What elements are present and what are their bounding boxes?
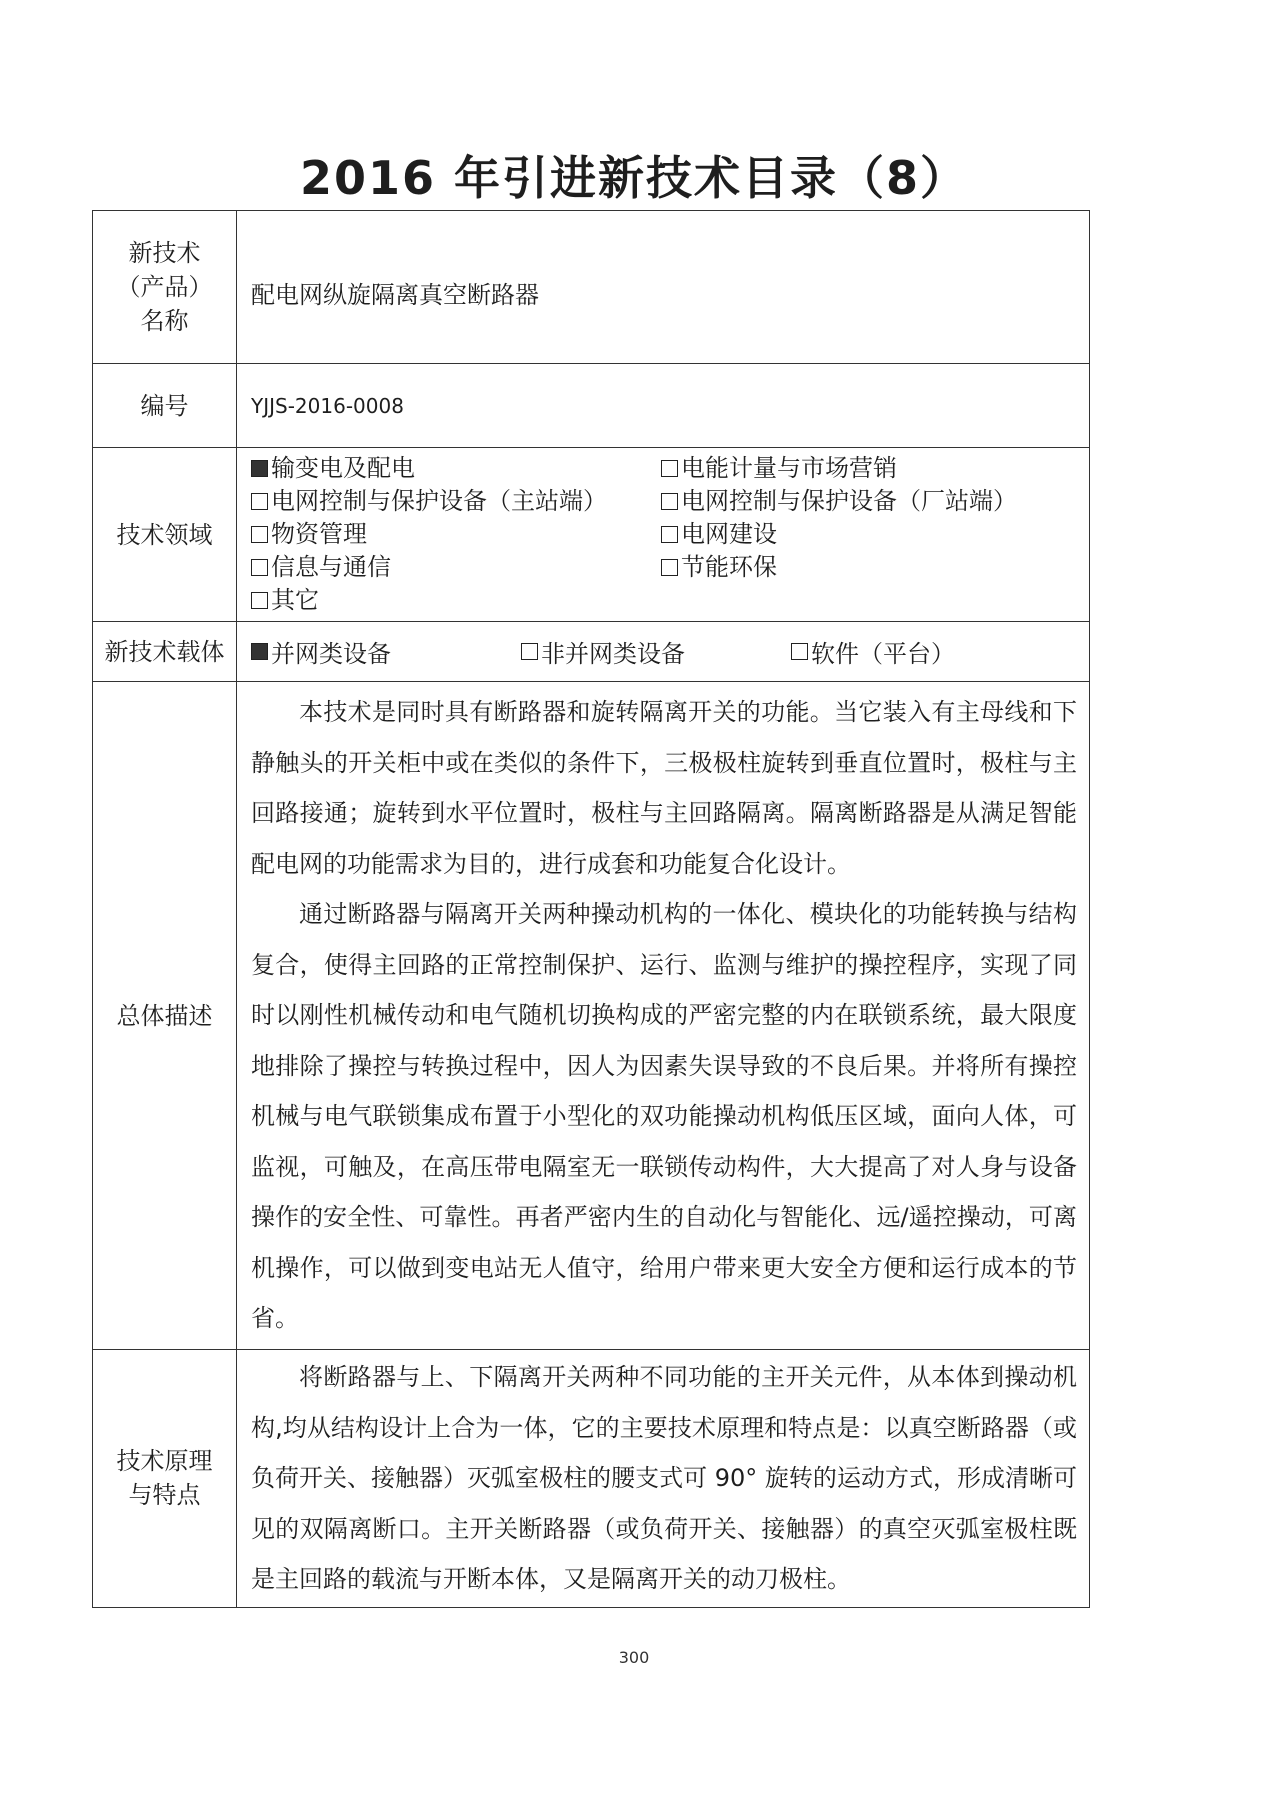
unchecked-box-icon[interactable] [521, 643, 538, 660]
checkbox-label: 其它 [271, 586, 319, 614]
checkbox-label: 电能计量与市场营销 [681, 454, 897, 482]
unchecked-box-icon[interactable] [661, 559, 678, 576]
page-title: 2016 年引进新技术目录（8） [299, 151, 969, 205]
principle-body [237, 1350, 1090, 1608]
unchecked-box-icon[interactable] [661, 493, 678, 510]
checkbox-option[interactable] [251, 452, 661, 485]
row-carrier [93, 622, 1090, 682]
row-principle [93, 1350, 1090, 1608]
checkbox-option[interactable] [661, 518, 1061, 551]
field-label: 技术领域 [93, 448, 237, 622]
row-name [93, 211, 1090, 364]
checkbox-label: 电网建设 [681, 520, 777, 548]
name-label [93, 211, 237, 364]
code-label: 编号 [93, 364, 237, 448]
checkbox-option[interactable] [521, 634, 791, 669]
field-options [237, 448, 1090, 622]
checkbox-option[interactable] [661, 485, 1061, 518]
name-value: 配电网纵旋隔离真空断路器 [237, 211, 1090, 364]
checkbox-option[interactable] [251, 634, 521, 669]
unchecked-box-icon[interactable] [661, 526, 678, 543]
description-body [237, 682, 1090, 1350]
checkbox-option[interactable] [661, 551, 1061, 584]
checkbox-label: 信息与通信 [271, 553, 391, 581]
row-description [93, 682, 1090, 1350]
checkbox-option[interactable] [791, 634, 955, 669]
checkbox-option[interactable] [661, 452, 1061, 485]
principle-label [93, 1350, 237, 1608]
code-value: YJJS-2016-0008 [237, 364, 1090, 448]
checkbox-label: 非并网类设备 [541, 640, 685, 668]
unchecked-box-icon[interactable] [251, 493, 268, 510]
row-field [93, 448, 1090, 622]
unchecked-box-icon[interactable] [661, 460, 678, 477]
carrier-label: 新技术载体 [93, 622, 237, 682]
carrier-options [237, 622, 1090, 682]
checkbox-option[interactable] [251, 518, 661, 551]
checkbox-option[interactable] [251, 584, 661, 617]
name-label-line: （产品） [116, 273, 213, 301]
unchecked-box-icon[interactable] [251, 526, 268, 543]
checked-box-icon[interactable] [251, 643, 268, 660]
checkbox-label: 电网控制与保护设备（主站端） [271, 487, 607, 515]
description-paragraph: 本技术是同时具有断路器和旋转隔离开关的功能。当它装入有主母线和下静触头的开关柜中或在类似的条件下，三极极柱旋转到垂直位置时，极柱与主回路接通；旋转到水平位置时，极柱与主回路隔离。隔离断路器是从满足智能配电网的功能需求为目的，进行成套和功能复合化设计。 [251, 698, 1077, 878]
checkbox-label: 物资管理 [271, 520, 367, 548]
description-paragraph: 通过断路器与隔离开关两种操动机构的一体化、模块化的功能转换与结构复合，使得主回路的正常控制保护、运行、监测与维护的操控程序，实现了同时以刚性机械传动和电气随机切换构成的严密完整的内在联锁系统，最大限度地排除了操控与转换过程中，因人为因素失误导致的不良后果。并将所有操控机械与电气联锁集成布置于小型化的双功能操动机构低压区域，面向人体，可监视，可触及，在高压带电隔室无一联锁传动构件，大大提高了对人身与设备操作的安全性、可靠性。再者严密内生的自动化与智能化、远/遥控操动，可离机操作，可以做到变电站无人值守，给用户带来更大安全方便和运行成本的节省。 [251, 900, 1077, 1333]
checkbox-label: 节能环保 [681, 553, 777, 581]
checkbox-option[interactable] [251, 485, 661, 518]
unchecked-box-icon[interactable] [791, 643, 808, 660]
page-number: 300 [618, 1648, 650, 1667]
row-code [93, 364, 1090, 448]
name-label-line: 名称 [140, 307, 189, 335]
checkbox-option[interactable] [251, 551, 661, 584]
name-label-line: 新技术 [128, 239, 201, 267]
checkbox-label: 软件（平台） [811, 640, 955, 668]
checked-box-icon[interactable] [251, 460, 268, 477]
checkbox-label: 输变电及配电 [271, 454, 415, 482]
checkbox-label: 并网类设备 [271, 640, 391, 668]
description-label: 总体描述 [93, 682, 237, 1350]
principle-paragraph: 将断路器与上、下隔离开关两种不同功能的主开关元件，从本体到操动机构,均从结构设计上合为一体，它的主要技术原理和特点是：以真空断路器（或负荷开关、接触器）灭弧室极柱的腰支式可 90° 旋转的运动方式，形成清晰可见的双隔离断口。主开关断路器（或负荷开关、接触器）的真空灭弧室极柱既是主回路的载流与开断本体，又是隔离开关的动刀极柱。 [251, 1363, 1077, 1593]
unchecked-box-icon[interactable] [251, 592, 268, 609]
checkbox-label: 电网控制与保护设备（厂站端） [681, 487, 1017, 515]
principle-label-line: 技术原理 [116, 1447, 213, 1476]
principle-label-line: 与特点 [128, 1481, 201, 1510]
tech-catalog-table [92, 210, 1090, 1608]
unchecked-box-icon[interactable] [251, 559, 268, 576]
